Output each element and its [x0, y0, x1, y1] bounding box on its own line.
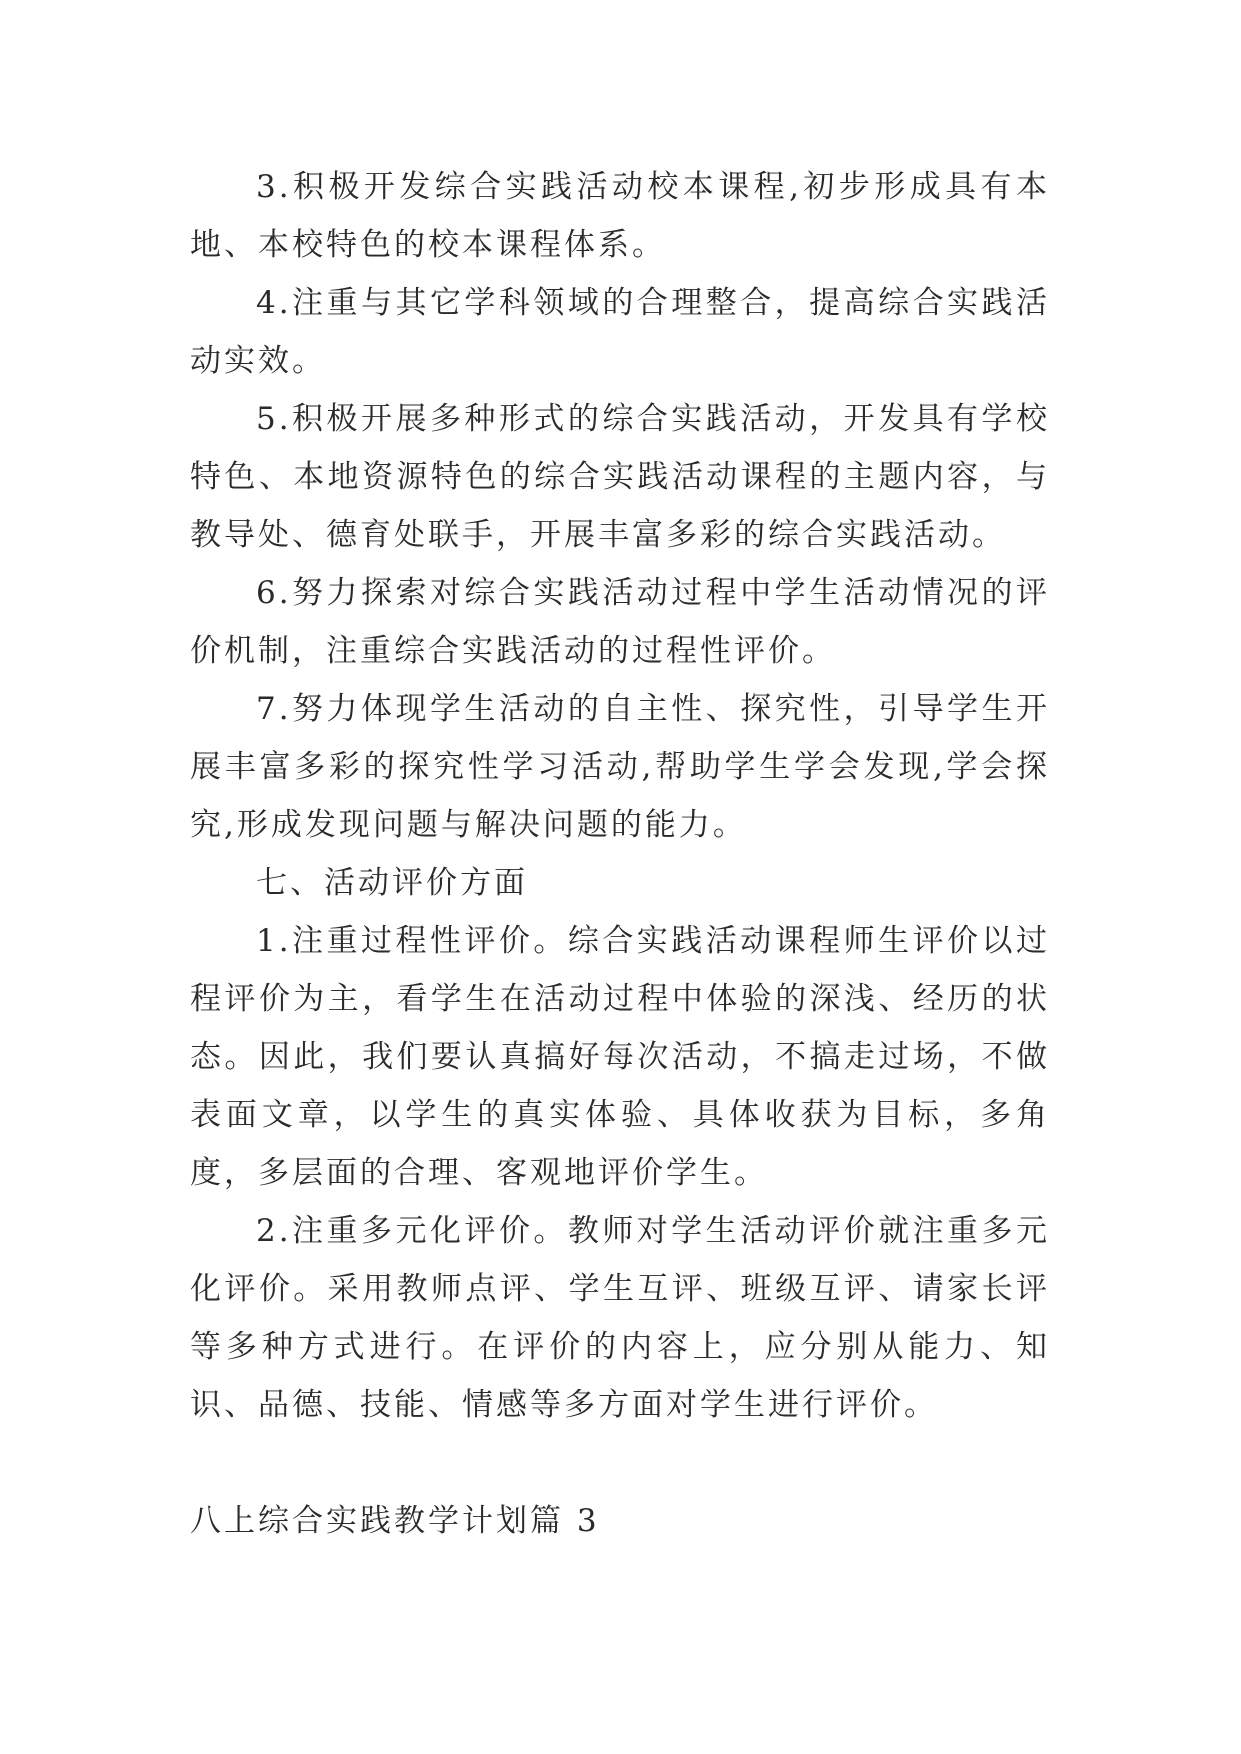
paragraph-item-6: 6.努力探索对综合实践活动过程中学生活动情况的评价机制，注重综合实践活动的过程性评价。 — [190, 575, 1050, 669]
paragraph-item-4: 4.注重与其它学科领域的合理整合，提高综合实践活动实效。 — [190, 285, 1050, 379]
paragraph-item-5: 5.积极开展多种形式的综合实践活动，开发具有学校特色、本地资源特色的综合实践活动课程的主题内容，与教导处、德育处联手，开展丰富多彩的综合实践活动。 — [190, 401, 1050, 553]
evaluation-paragraph-2: 2.注重多元化评价。教师对学生活动评价就注重多元化评价。采用教师点评、学生互评、班级互评、请家长评等多种方式进行。在评价的内容上，应分别从能力、知识、品德、技能、情感等多方面对学生进行评价。 — [190, 1213, 1050, 1423]
document-body — [190, 158, 1050, 1434]
next-section-heading: 八上综合实践教学计划篇 3 — [190, 1503, 600, 1539]
paragraph-item-3: 3.积极开发综合实践活动校本课程,初步形成具有本地、本校特色的校本课程体系。 — [190, 169, 1050, 263]
section-title-evaluation: 七、活动评价方面 — [256, 865, 528, 901]
evaluation-paragraph-1: 1.注重过程性评价。综合实践活动课程师生评价以过程评价为主，看学生在活动过程中体验的深浅、经历的状态。因此，我们要认真搞好每次活动，不搞走过场，不做表面文章，以学生的真实体验、具体收获为目标，多角度，多层面的合理、客观地评价学生。 — [190, 923, 1050, 1191]
paragraph-item-7: 7.努力体现学生活动的自主性、探究性，引导学生开展丰富多彩的探究性学习活动,帮助学生学会发现,学会探究,形成发现问题与解决问题的能力。 — [190, 691, 1050, 843]
